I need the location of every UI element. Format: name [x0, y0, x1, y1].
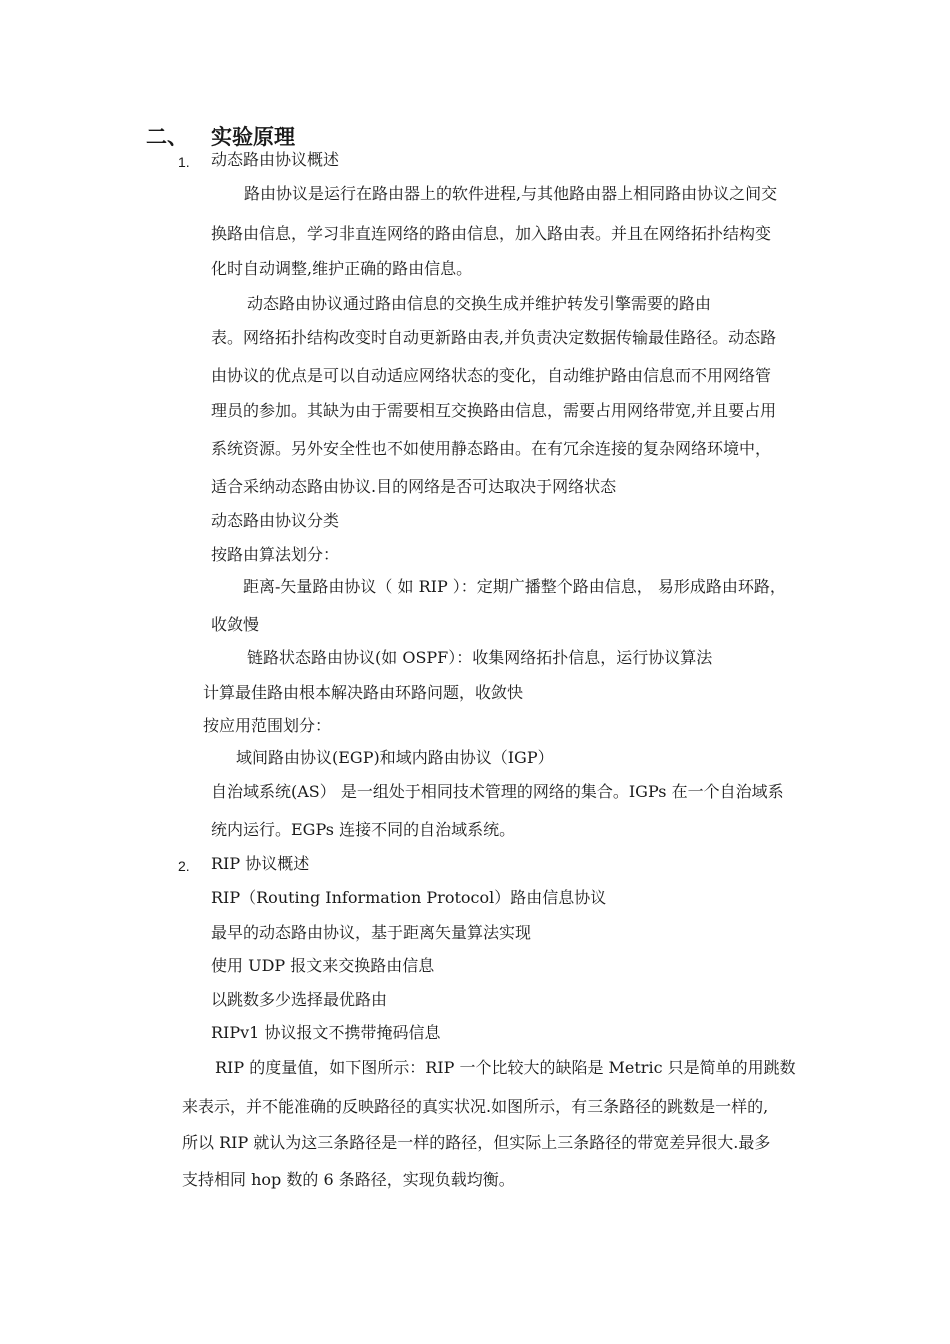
paragraph-line: 换路由信息，学习非直连网络的路由信息，加入路由表。并且在网络拓扑结构变: [211, 224, 772, 243]
paragraph-line: 支持相同 hop 数的 6 条路径，实现负载均衡。: [182, 1170, 515, 1189]
paragraph-line: 按应用范围划分：: [203, 716, 332, 735]
paragraph-line: 最早的动态路由协议，基于距离矢量算法实现: [211, 923, 532, 942]
paragraph-line: 动态路由协议分类: [211, 511, 340, 530]
paragraph-line: 自治域系统(AS） 是一组处于相同技术管理的网络的集合。IGPs 在一个自治域系: [211, 782, 784, 801]
paragraph-line: 距离-矢量路由协议（ 如 RIP ）：定期广播整个路由信息， 易形成路由环路，: [243, 577, 786, 596]
paragraph-line: 域间路由协议(EGP)和域内路由协议（IGP）: [236, 748, 554, 767]
item-title: 动态路由协议概述: [211, 150, 340, 169]
paragraph-line: 理员的参加。其缺为由于需要相互交换路由信息，需要占用网络带宽,并且要占用: [211, 401, 777, 420]
paragraph-line: 来表示，并不能准确的反映路径的真实状况.如图所示，有三条路径的跳数是一样的,: [182, 1097, 769, 1116]
paragraph-line: 由协议的优点是可以自动适应网络状态的变化，自动维护路由信息而不用网络管: [211, 366, 772, 385]
paragraph-line: 以跳数多少选择最优路由: [211, 990, 388, 1009]
section-number: 二、: [146, 125, 188, 149]
paragraph-line: 动态路由协议通过路由信息的交换生成并维护转发引擎需要的路由: [247, 294, 712, 313]
item-title: RIP 协议概述: [211, 854, 310, 873]
paragraph-line: 按路由算法划分：: [211, 545, 340, 564]
section-title: 实验原理: [211, 125, 295, 149]
paragraph-line: 所以 RIP 就认为这三条路径是一样的路径，但实际上三条路径的带宽差异很大.最多: [182, 1133, 771, 1152]
paragraph-line: 计算最佳路由根本解决路由环路问题，收敛快: [203, 683, 524, 702]
paragraph-line: 化时自动调整,维护正确的路由信息。: [211, 259, 473, 278]
paragraph-line: RIP（Routing Information Protocol）路由信息协议: [211, 888, 607, 907]
paragraph-line: RIP 的度量值，如下图所示：RIP 一个比较大的缺陷是 Metric 只是简单的用跳数: [215, 1058, 796, 1077]
item-number: 1.: [178, 154, 190, 170]
paragraph-line: 路由协议是运行在路由器上的软件进程,与其他路由器上相同路由协议之间交: [244, 184, 778, 203]
paragraph-line: RIPv1 协议报文不携带掩码信息: [211, 1023, 441, 1042]
paragraph-line: 统内运行。EGPs 连接不同的自治域系统。: [211, 820, 516, 839]
paragraph-line: 链路状态路由协议(如 OSPF）：收集网络拓扑信息，运行协议算法: [247, 648, 713, 667]
paragraph-line: 使用 UDP 报文来交换路由信息: [211, 956, 435, 975]
paragraph-line: 适合采纳动态路由协议.目的网络是否可达取决于网络状态: [211, 477, 617, 496]
paragraph-line: 表。网络拓扑结构改变时自动更新路由表,并负责决定数据传输最佳路径。动态路: [211, 328, 777, 347]
item-number: 2.: [178, 858, 190, 874]
paragraph-line: 收敛慢: [211, 615, 260, 634]
paragraph-line: 系统资源。另外安全性也不如使用静态路由。在有冗余连接的复杂网络环境中，: [211, 439, 772, 458]
